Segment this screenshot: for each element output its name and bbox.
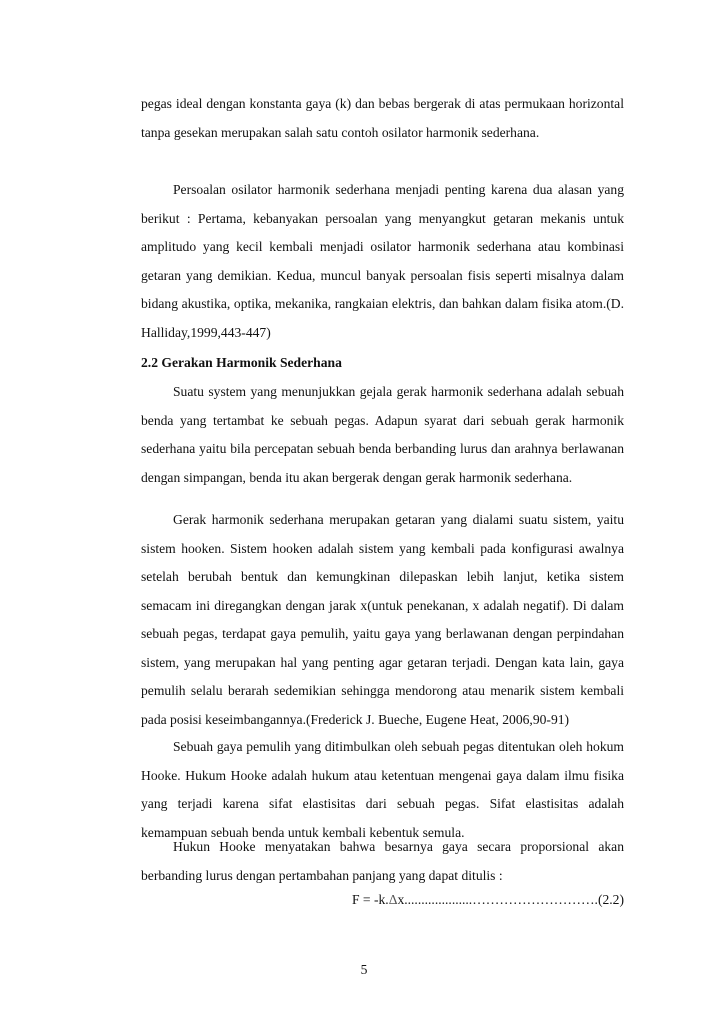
paragraph-intro: pegas ideal dengan konstanta gaya (k) dan bebas bergerak di atas permukaan horizontal tanpa gesekan merupakan salah satu contoh osilator harmonik sederhana. xyxy=(141,96,624,140)
section-heading: 2.2 Gerakan Harmonik Sederhana xyxy=(141,355,342,370)
paragraph-shm-definition: Suatu system yang menunjukkan gejala gerak harmonik sederhana adalah sebuah benda yang tertambat ke sebuah pegas. Adapun syarat dari sebuah gerak harmonik sederhana yaitu bila percepatan sebuah benda berbanding lurus dan arahnya berlawanan dengan simpangan, benda itu akan bergerak dengan gerak harmonik sederhana. xyxy=(141,384,624,485)
delta-symbol: Δ xyxy=(388,892,398,907)
paragraph-hooke-statement: Hukun Hooke menyatakan bahwa besarnya gaya secara proporsional akan berbanding lurus dengan pertambahan panjang yang dapat ditulis : xyxy=(141,839,624,883)
paragraph-oscillator-importance: Persoalan osilator harmonik sederhana menjadi penting karena dua alasan yang berikut : Pertama, kebanyakan persoalan yang menyangkut getaran mekanis untuk amplitudo yang kecil kembali menjadi osilator harmonik sederhana atau kombinasi getaran yang demikian. Kedua, muncul banyak persoalan fisis seperti misalnya dalam bidang akustika, optika, mekanika, rangkaian elektris, dan bahkan dalam fisika atom.(D. Halliday,1999,443-447) xyxy=(141,182,624,340)
paragraph-hooke-law: Sebuah gaya pemulih yang ditimbulkan oleh sebuah pegas ditentukan oleh hokum Hooke. Hukum Hooke adalah hukum atau ketentuan mengenai gaya dalam ilmu fisika yang terjadi karena sifat elastisitas dari sebuah pegas. Sifat elastisitas adalah kemampuan sebuah benda untuk kembali kebentuk semula. xyxy=(141,739,624,840)
formula-rhs: x....................……………………….(2.2) xyxy=(397,892,624,907)
paragraph-hooken-system: Gerak harmonik sederhana merupakan getaran yang dialami suatu sistem, yaitu sistem hooken. Sistem hooken adalah sistem yang kembali pada konfigurasi awalnya setelah berubah bentuk dan kemungkinan dilepaskan lebih lanjut, ketika sistem semacam ini diregangkan dengan jarak x(untuk penekanan, x adalah negatif). Di dalam sebuah pegas, terdapat gaya pemulih, yaitu gaya yang berlawanan dengan perpindahan sistem, yang merupakan hal yang penting agar getaran terjadi. Dengan kata lain, gaya pemulih selalu berarah sedemikian sehingga mendorong atau menarik sistem kembali pada posisi keseimbangannya.(Frederick J. Bueche, Eugene Heat, 2006,90-91) xyxy=(141,512,624,727)
hooke-formula xyxy=(141,886,624,914)
page-number: 5 xyxy=(360,962,368,977)
formula-lhs: F = -k. xyxy=(351,892,389,907)
